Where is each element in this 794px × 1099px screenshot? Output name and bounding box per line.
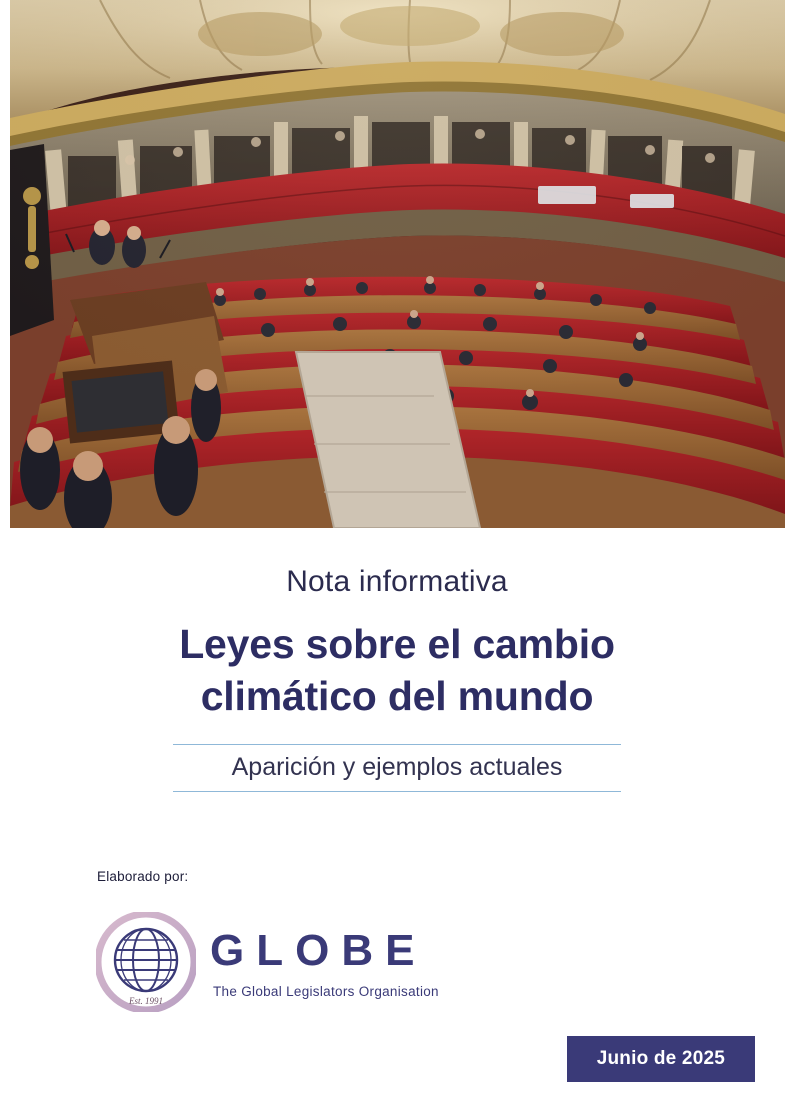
page-title-line2: climático del mundo xyxy=(200,672,594,719)
globe-logo xyxy=(96,912,439,1012)
date-badge: Junio de 2025 xyxy=(567,1036,755,1082)
title-block xyxy=(0,565,794,792)
globe-icon xyxy=(96,912,196,1012)
document-subtitle: Aparición y ejemplos actuales xyxy=(231,753,563,782)
logo-tagline: The Global Legislators Organisation xyxy=(213,984,439,999)
page-title xyxy=(0,618,794,723)
credit-label: Elaborado por: xyxy=(97,869,189,884)
logo-est-text: Est. 1991 xyxy=(128,996,164,1006)
logo-text-block xyxy=(210,925,439,999)
document-kicker: Nota informativa xyxy=(286,565,508,598)
subtitle-rule-wrapper xyxy=(173,744,621,792)
logo-wordmark: GLOBE xyxy=(210,926,427,975)
page-title-line1: Leyes sobre el cambio xyxy=(179,620,615,667)
cover-photo xyxy=(10,0,785,528)
